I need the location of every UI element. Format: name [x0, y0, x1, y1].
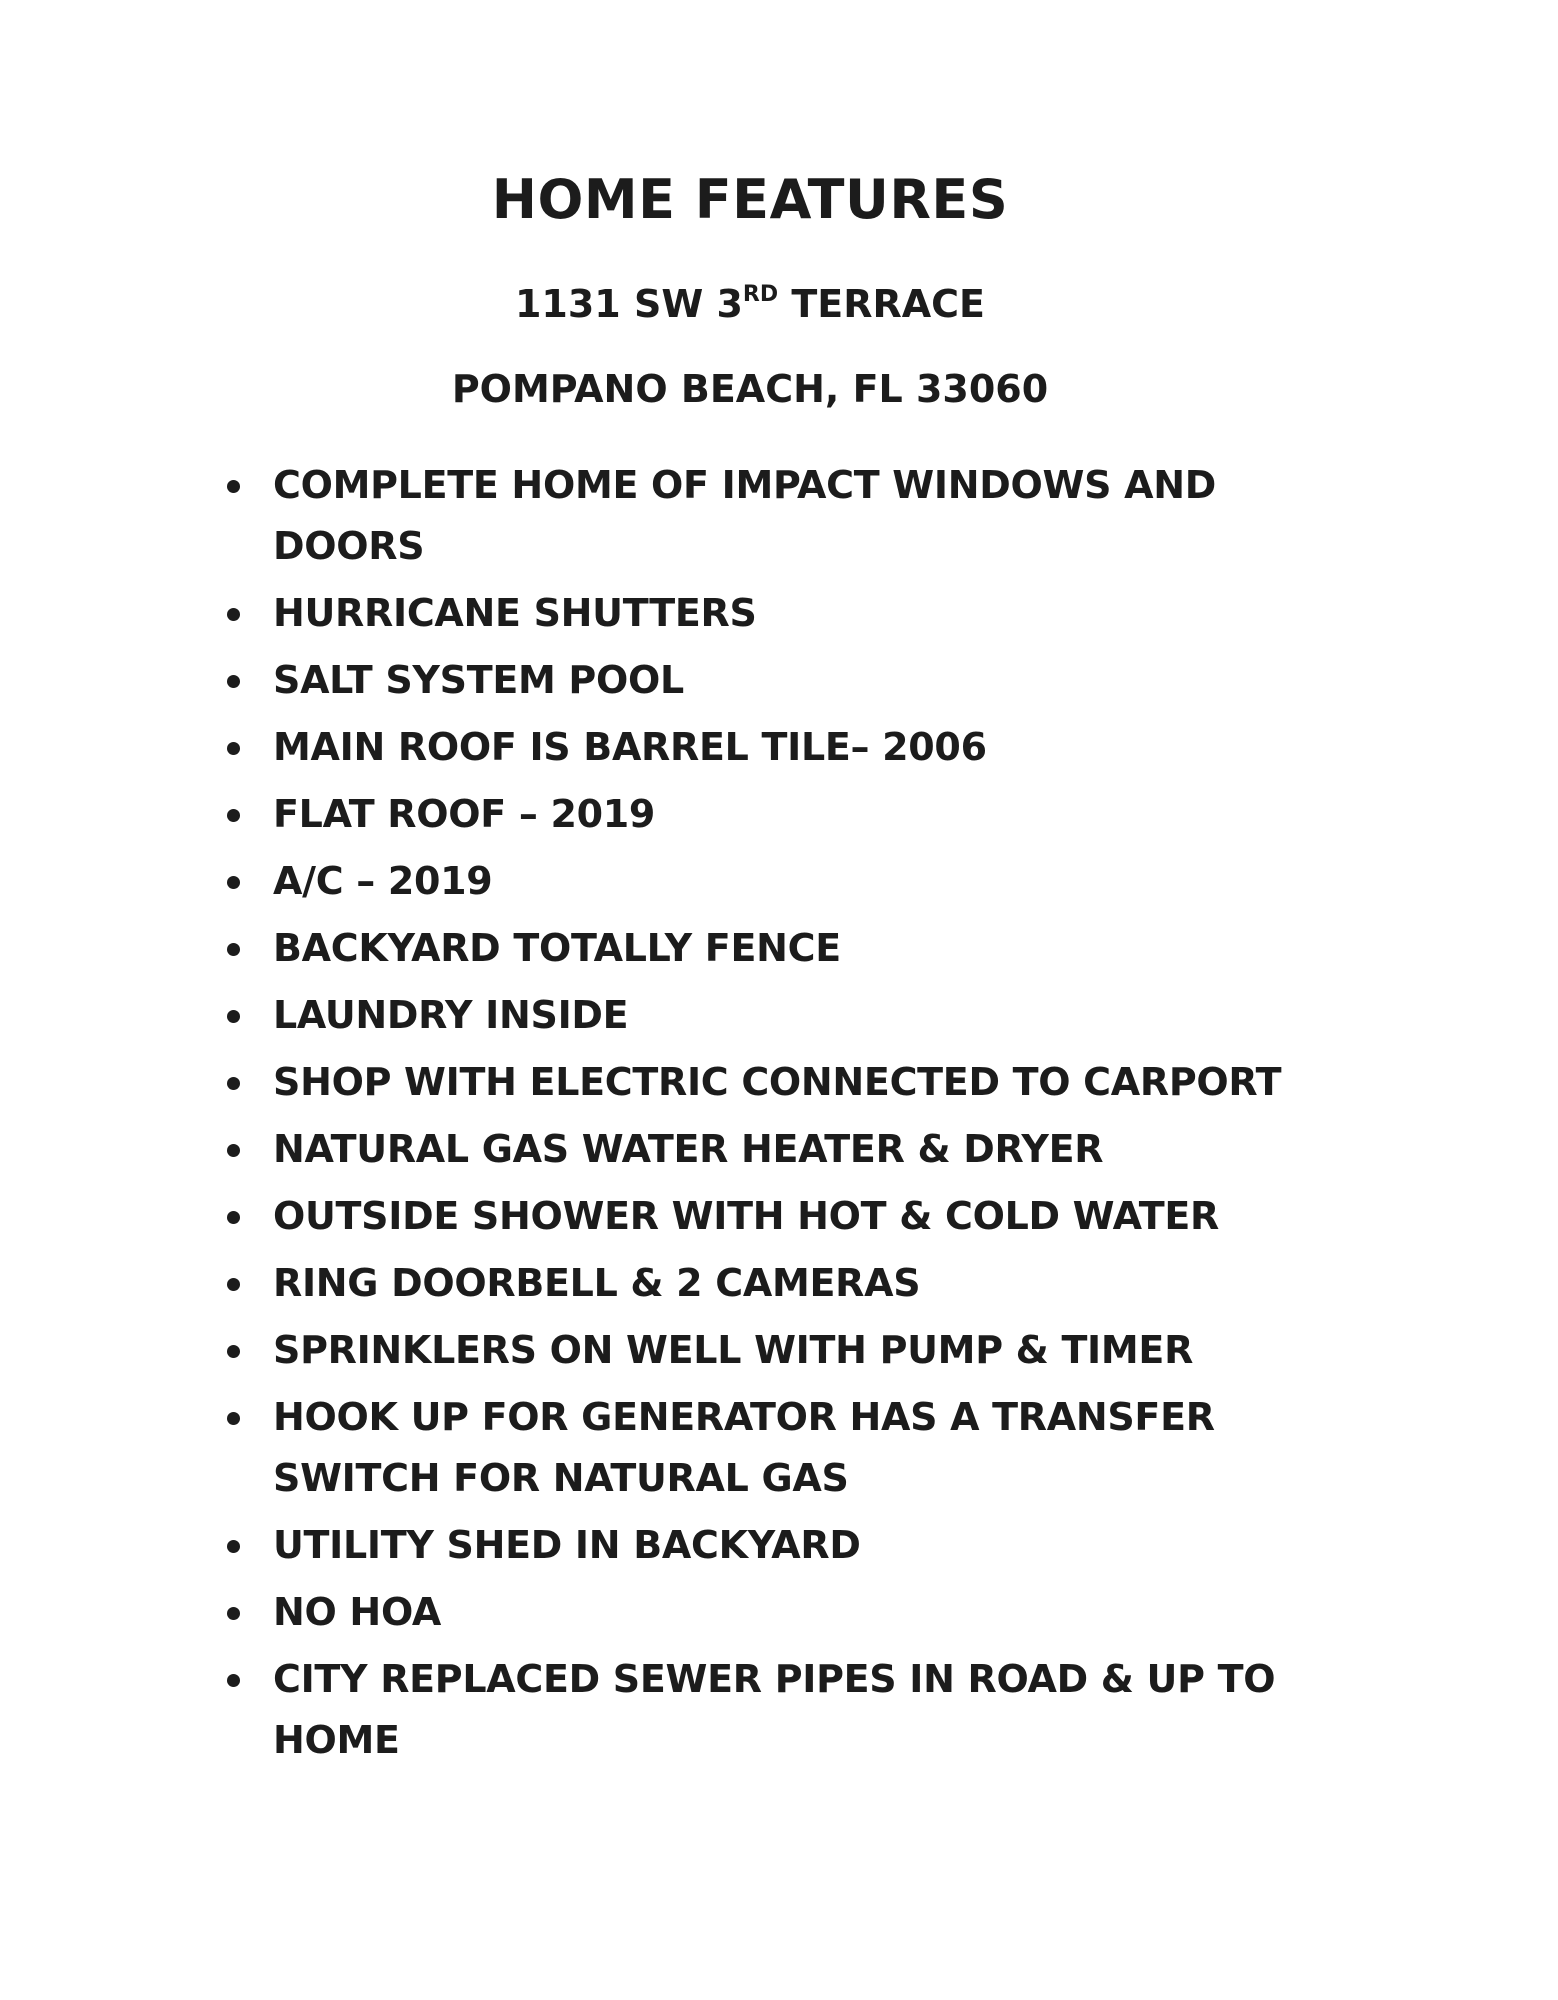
feature-text: OUTSIDE SHOWER WITH HOT & COLD WATER: [273, 1194, 1219, 1238]
feature-item: [225, 1387, 1375, 1509]
feature-item: [225, 1649, 1375, 1771]
feature-text: NATURAL GAS WATER HEATER & DRYER: [273, 1127, 1104, 1171]
feature-item: [225, 455, 1375, 577]
feature-item: [225, 985, 1375, 1046]
page-title: HOME FEATURES: [491, 168, 1009, 231]
feature-text: LAUNDRY INSIDE: [273, 993, 629, 1037]
bullet-icon: [227, 480, 240, 493]
feature-item: [225, 1515, 1375, 1576]
feature-item: [225, 851, 1375, 912]
feature-item: [225, 583, 1375, 644]
feature-text: NO HOA: [273, 1590, 442, 1634]
feature-item: [225, 1119, 1375, 1180]
bullet-icon: [227, 1607, 240, 1620]
bullet-icon: [227, 608, 240, 621]
feature-item: [225, 717, 1375, 778]
feature-text: RING DOORBELL & 2 CAMERAS: [273, 1261, 921, 1305]
feature-item: [225, 1186, 1375, 1247]
feature-item: [225, 1052, 1375, 1113]
feature-text: SPRINKLERS ON WELL WITH PUMP & TIMER: [273, 1328, 1194, 1372]
feature-item: [225, 1253, 1375, 1314]
city-state-zip: POMPANO BEACH, FL 33060: [451, 367, 1049, 411]
feature-item: [225, 1320, 1375, 1381]
feature-item: [225, 650, 1375, 711]
feature-text: SHOP WITH ELECTRIC CONNECTED TO CARPORT: [273, 1060, 1282, 1104]
feature-text: UTILITY SHED IN BACKYARD: [273, 1523, 861, 1567]
bullet-icon: [227, 1144, 240, 1157]
street-address: [0, 282, 1500, 326]
feature-text: COMPLETE HOME OF IMPACT WINDOWS AND DOORS: [273, 463, 1216, 568]
feature-text: HURRICANE SHUTTERS: [273, 591, 757, 635]
bullet-icon: [227, 809, 240, 822]
feature-text: FLAT ROOF – 2019: [273, 792, 656, 836]
bullet-icon: [227, 1278, 240, 1291]
feature-text: HOOK UP FOR GENERATOR HAS A TRANSFER SWITCH FOR NATURAL GAS: [273, 1395, 1215, 1500]
feature-text: BACKYARD TOTALLY FENCE: [273, 926, 841, 970]
bullet-icon: [227, 943, 240, 956]
feature-text: SALT SYSTEM POOL: [273, 658, 684, 702]
street-address-name: TERRACE: [778, 282, 986, 326]
bullet-icon: [227, 675, 240, 688]
bullet-icon: [227, 742, 240, 755]
feature-text: CITY REPLACED SEWER PIPES IN ROAD & UP TO HOME: [273, 1657, 1276, 1762]
bullet-icon: [227, 1345, 240, 1358]
feature-text: MAIN ROOF IS BARREL TILE– 2006: [273, 725, 987, 769]
bullet-icon: [227, 1010, 240, 1023]
feature-list: [225, 455, 1375, 1777]
bullet-icon: [227, 1077, 240, 1090]
bullet-icon: [227, 1674, 240, 1687]
feature-text: A/C – 2019: [273, 859, 493, 903]
bullet-icon: [227, 876, 240, 889]
feature-item: [225, 918, 1375, 979]
street-address-ordinal-suffix: RD: [742, 282, 779, 307]
bullet-icon: [227, 1412, 240, 1425]
bullet-icon: [227, 1211, 240, 1224]
feature-item: [225, 1582, 1375, 1643]
feature-item: [225, 784, 1375, 845]
street-address-number: 1131 SW 3: [514, 282, 743, 326]
bullet-icon: [227, 1540, 240, 1553]
